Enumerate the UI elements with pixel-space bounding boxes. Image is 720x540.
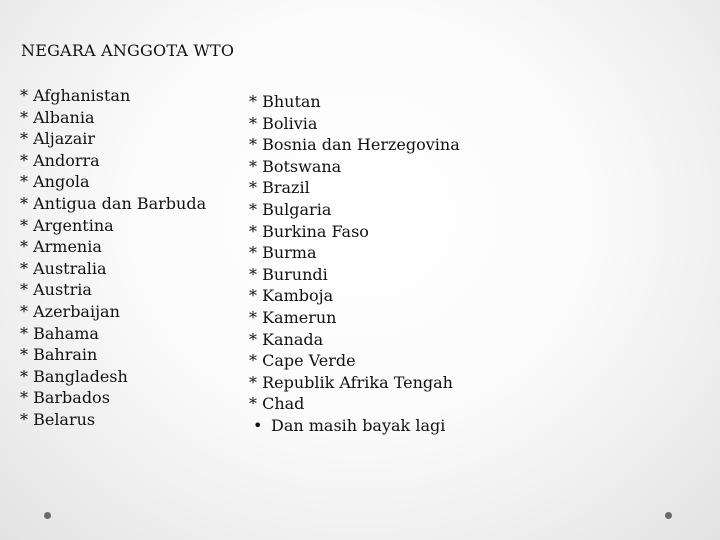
list-item: * Kamerun (249, 307, 337, 327)
list-item: * Austria (20, 280, 92, 300)
list-item: * Brazil (249, 178, 310, 198)
list-item: * Burma (249, 243, 317, 263)
bullet-icon: • (253, 415, 263, 435)
list-item: * Botswana (249, 156, 342, 176)
list-item: * Barbados (20, 388, 110, 408)
list-item: * Kanada (249, 329, 324, 349)
list-item: * Angola (20, 172, 90, 192)
list-item: * Kamboja (249, 286, 334, 306)
list-item: * Andorra (20, 150, 100, 170)
list-item: * Azerbaijan (20, 301, 120, 321)
list-item: * Chad (249, 394, 305, 414)
slide-title: NEGARA ANGGOTA WTO (21, 41, 235, 60)
list-item: * Australia (20, 258, 107, 278)
list-item: * Bulgaria (249, 199, 332, 219)
final-bullet-text: Dan masih bayak lagi (271, 415, 446, 435)
list-item: * Bahama (20, 323, 99, 343)
list-item: * Antigua dan Barbuda (20, 193, 207, 213)
list-item: * Bhutan (249, 92, 321, 111)
list-item: * Aljazair (20, 129, 95, 149)
list-item: * Burkina Faso (249, 221, 369, 241)
list-item: * Bangladesh (20, 366, 128, 386)
list-item: * Argentina (20, 215, 114, 235)
list-item: * Belarus (20, 409, 96, 429)
list-item: * Albania (20, 107, 95, 127)
corner-dot-icon (44, 512, 51, 519)
list-item: * Burundi (249, 264, 328, 284)
country-list-right (249, 91, 460, 437)
list-item: * Republik Afrika Tengah (249, 372, 453, 392)
list-item: * Afghanistan (20, 86, 131, 105)
final-bullet-item (249, 415, 460, 437)
list-item: * Bosnia dan Herzegovina (249, 135, 460, 155)
list-item: * Bolivia (249, 113, 318, 133)
list-item: * Armenia (20, 237, 102, 257)
list-item: * Cape Verde (249, 351, 356, 371)
country-list-left (20, 85, 206, 431)
corner-dot-icon (665, 512, 672, 519)
list-item: * Bahrain (20, 345, 98, 365)
